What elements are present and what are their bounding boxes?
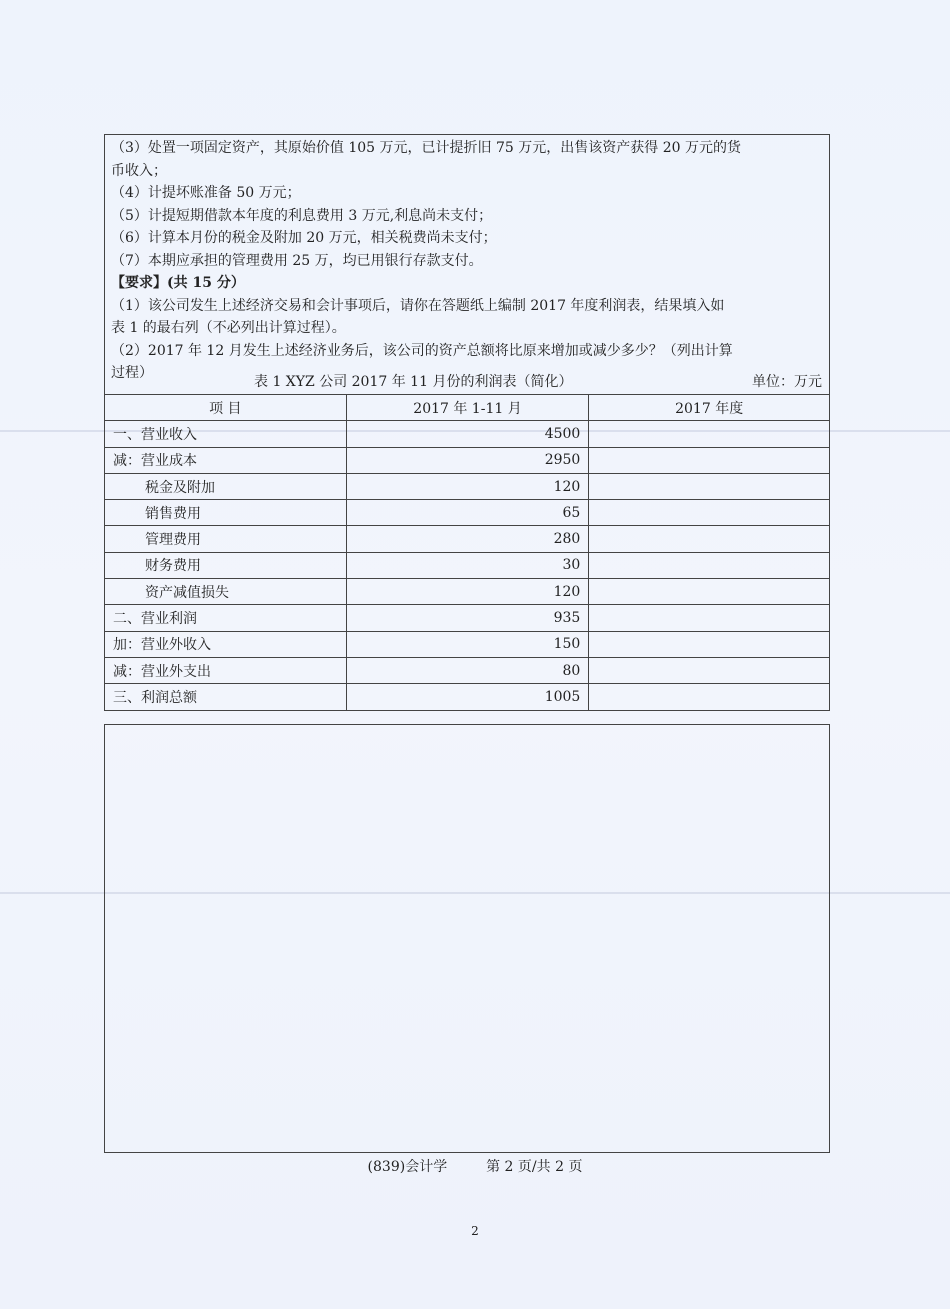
question-line: （1）该公司发生上述经济交易和会计事项后，请你在答题纸上编制 2017 年度利润表，结果填入如 bbox=[111, 297, 725, 314]
row-value: 80 bbox=[346, 657, 589, 683]
table-row bbox=[105, 605, 830, 631]
question-line: （2）2017 年 12 月发生上述经济业务后，该公司的资产总额将比原来增加或减少多少？（列出计算 bbox=[111, 342, 733, 359]
header-item: 项 目 bbox=[105, 395, 347, 421]
question-line: （5）计提短期借款本年度的利息费用 3 万元,利息尚未支付； bbox=[111, 207, 493, 224]
row-item: 三、利润总额 bbox=[105, 684, 347, 710]
income-statement-table bbox=[104, 394, 830, 711]
row-item: 销售费用 bbox=[105, 500, 347, 526]
row-value: 4500 bbox=[346, 421, 589, 447]
row-item: 资产减值损失 bbox=[105, 579, 347, 605]
row-value: 935 bbox=[346, 605, 589, 631]
row-annual-blank bbox=[589, 579, 830, 605]
header-period: 2017 年 1-11 月 bbox=[346, 395, 589, 421]
table-row bbox=[105, 657, 830, 683]
row-value: 30 bbox=[346, 552, 589, 578]
row-item: 一、营业收入 bbox=[105, 421, 347, 447]
row-annual-blank bbox=[589, 684, 830, 710]
table-row bbox=[105, 447, 830, 473]
row-item: 财务费用 bbox=[105, 552, 347, 578]
footer-subject: (839)会计学 bbox=[367, 1159, 448, 1175]
table-row bbox=[105, 552, 830, 578]
row-annual-blank bbox=[589, 526, 830, 552]
row-value: 2950 bbox=[346, 447, 589, 473]
row-annual-blank bbox=[589, 605, 830, 631]
table-row bbox=[105, 526, 830, 552]
row-annual-blank bbox=[589, 552, 830, 578]
question-line: （7）本期应承担的管理费用 25 万，均已用银行存款支付。 bbox=[111, 252, 483, 269]
table-unit: 单位：万元 bbox=[752, 374, 822, 390]
row-annual-blank bbox=[589, 631, 830, 657]
table-title: 表 1 XYZ 公司 2017 年 11 月份的利润表（简化） bbox=[254, 374, 573, 390]
row-annual-blank bbox=[589, 447, 830, 473]
row-item: 减：营业成本 bbox=[105, 447, 347, 473]
row-annual-blank bbox=[589, 500, 830, 526]
question-line: （6）计算本月份的税金及附加 20 万元，相关税费尚未支付； bbox=[111, 230, 497, 246]
page-footer bbox=[0, 1156, 950, 1176]
table-row bbox=[105, 631, 830, 657]
blank-answer-area bbox=[104, 724, 830, 1153]
row-item: 税金及附加 bbox=[105, 473, 347, 499]
question-line: （3）处置一项固定资产，其原始价值 105 万元，已计提折旧 75 万元，出售该资产获得 20 万元的货 bbox=[111, 140, 741, 156]
row-value: 280 bbox=[346, 526, 589, 552]
question-line: （4）计提坏账准备 50 万元； bbox=[111, 185, 301, 201]
row-value: 65 bbox=[346, 500, 589, 526]
row-value: 1005 bbox=[346, 684, 589, 710]
table-row bbox=[105, 473, 830, 499]
question-line: 过程） bbox=[111, 365, 153, 381]
row-item: 加：营业外收入 bbox=[105, 631, 347, 657]
row-item: 管理费用 bbox=[105, 526, 347, 552]
question-line: 表 1 的最右列（不必列出计算过程）。 bbox=[111, 320, 346, 336]
row-item: 减：营业外支出 bbox=[105, 657, 347, 683]
requirement-heading: 【要求】(共 15 分） bbox=[111, 275, 245, 291]
table-row bbox=[105, 684, 830, 710]
table-row bbox=[105, 500, 830, 526]
row-value: 120 bbox=[346, 579, 589, 605]
row-item: 二、营业利润 bbox=[105, 605, 347, 631]
footer-page-info: 第 2 页/共 2 页 bbox=[486, 1159, 583, 1175]
row-annual-blank bbox=[589, 657, 830, 683]
row-value: 120 bbox=[346, 473, 589, 499]
header-annual: 2017 年度 bbox=[589, 395, 830, 421]
row-annual-blank bbox=[589, 421, 830, 447]
row-annual-blank bbox=[589, 473, 830, 499]
question-text-box bbox=[104, 134, 830, 394]
table-row bbox=[105, 421, 830, 447]
row-value: 150 bbox=[346, 631, 589, 657]
table-header-row bbox=[105, 395, 830, 421]
question-line: 币收入； bbox=[111, 162, 167, 179]
table-row bbox=[105, 579, 830, 605]
page-number: 2 bbox=[471, 1224, 479, 1238]
